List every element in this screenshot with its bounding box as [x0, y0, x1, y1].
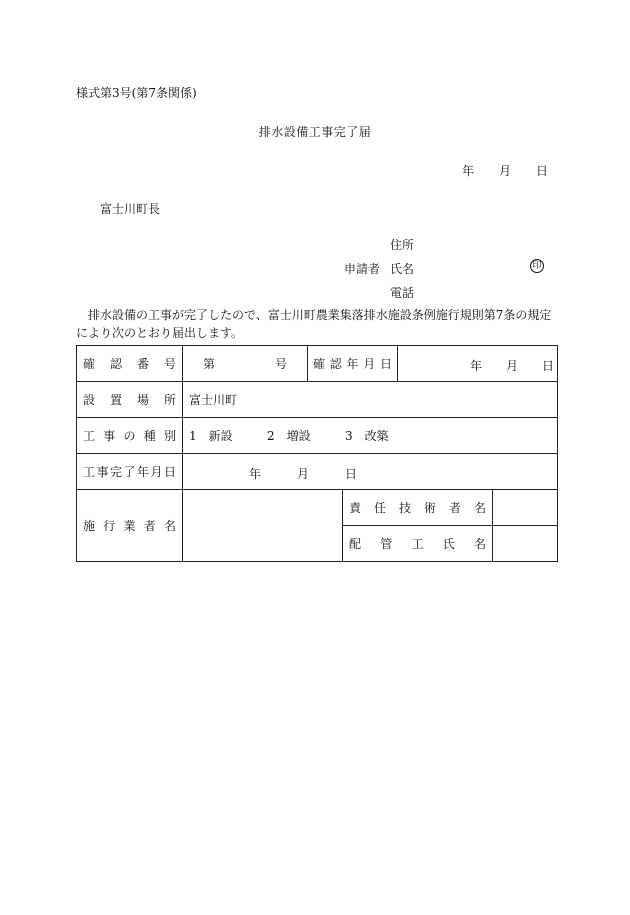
confirmation-number-field[interactable]	[183, 346, 308, 382]
header-date-year: 年	[462, 164, 475, 178]
row-confirmation-number	[77, 346, 558, 382]
row-completion-date	[77, 454, 558, 490]
completion-date-year: 年	[249, 466, 262, 481]
confirmation-number-label: 確認番号	[77, 346, 183, 382]
body-text: 排水設備の工事が完了したので、富士川町農業集落排水施設条例施行規則第7条の規定により次のとおり届出します。	[76, 308, 552, 340]
work-type-field[interactable]	[183, 418, 558, 454]
form-number: 様式第3号(第7条関係)	[76, 86, 197, 100]
number-prefix: 第	[203, 357, 275, 371]
pipe-worker-label: 配管工氏名	[343, 526, 493, 562]
row-installation-location	[77, 382, 558, 418]
completion-date-label: 工事完了年月日	[77, 454, 183, 490]
work-type-option-extension[interactable]: 2 増設	[267, 429, 311, 443]
confirmation-date-field[interactable]	[398, 346, 558, 382]
work-type-option-new[interactable]: 1 新設	[189, 429, 233, 443]
addressee: 富士川町長	[100, 202, 161, 216]
installation-location-field[interactable]	[183, 382, 558, 418]
responsible-engineer-field[interactable]	[493, 490, 558, 526]
installation-location-value: 富士川町	[189, 393, 238, 407]
header-date-month: 月	[499, 164, 512, 178]
contractor-field[interactable]	[183, 490, 343, 562]
confirmation-date-label: 確認年月日	[308, 346, 398, 382]
completion-date-day: 日	[345, 466, 358, 481]
confirmation-date-day: 日	[542, 358, 555, 373]
phone-label: 電話	[390, 286, 415, 300]
header-date-day: 日	[536, 164, 549, 178]
completion-date-field[interactable]	[183, 454, 558, 490]
row-work-type	[77, 418, 558, 454]
document-title: 排水設備工事完了届	[258, 125, 372, 139]
applicant-label: 申請者	[344, 262, 381, 276]
confirmation-date-year: 年	[470, 358, 483, 373]
address-label: 住所	[390, 238, 415, 252]
pipe-worker-field[interactable]	[493, 526, 558, 562]
name-label: 氏名	[390, 262, 415, 276]
seal-mark: 印	[530, 259, 544, 273]
responsible-engineer-label: 責任技術者名	[343, 490, 493, 526]
number-suffix: 号	[274, 357, 287, 371]
work-type-option-renovation[interactable]: 3 改築	[345, 429, 389, 443]
installation-location-label: 設置場所	[77, 382, 183, 418]
row-contractor-1	[77, 490, 558, 526]
completion-form-table	[76, 345, 558, 562]
confirmation-date-month: 月	[506, 358, 519, 373]
contractor-label: 施行業者名	[77, 490, 183, 562]
completion-date-month: 月	[297, 466, 310, 481]
work-type-label: 工事の種別	[77, 418, 183, 454]
